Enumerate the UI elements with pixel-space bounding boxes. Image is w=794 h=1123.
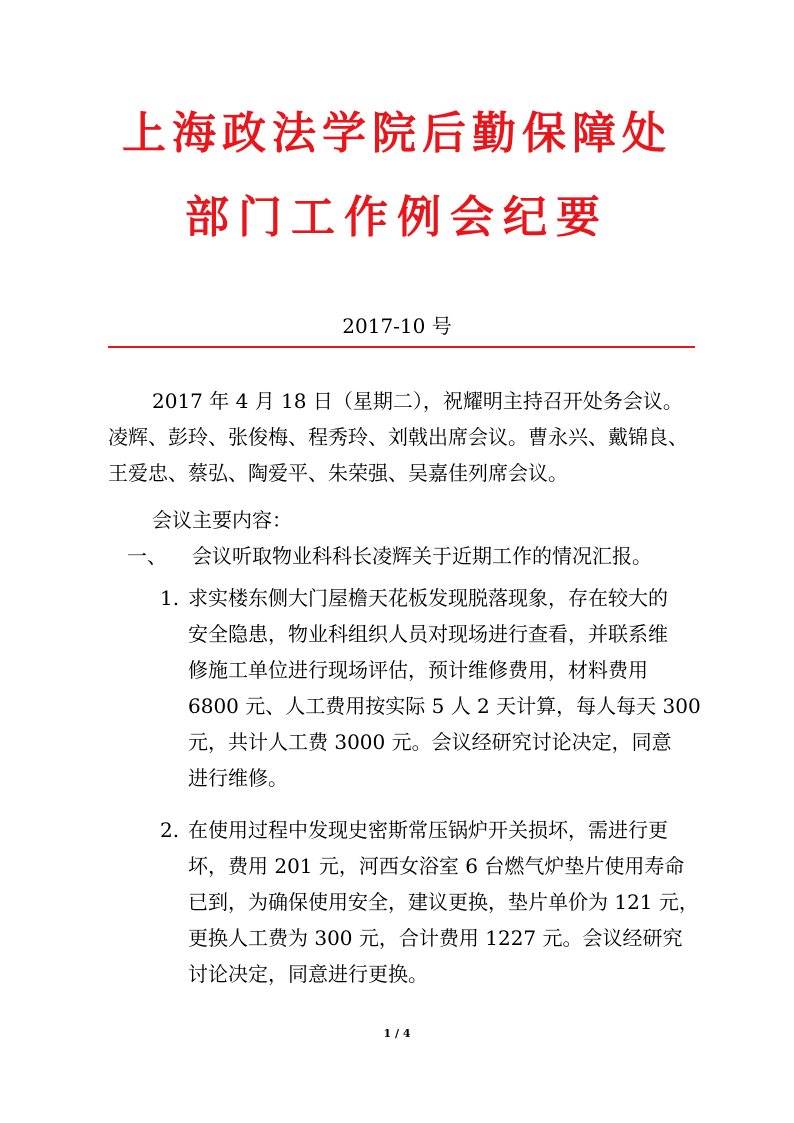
intro-line: 凌辉、彭玲、张俊梅、程秀玲、刘戟出席会议。曹永兴、戴锦良、 <box>108 425 688 449</box>
section-number: 一、 <box>127 544 167 568</box>
document-number: 2017-10 号 <box>342 314 452 338</box>
list-item-text <box>188 580 701 796</box>
section-heading <box>127 538 652 574</box>
list-item-line: 在使用过程中发现史密斯常压锅炉开关损坏，需进行更 <box>188 818 668 842</box>
document-title-line-2: 部门工作例会纪要 <box>185 192 609 243</box>
intro-line: 王爱忠、蔡弘、陶爱平、朱荣强、吴嘉佳列席会议。 <box>108 461 568 485</box>
list-item-line: 安全隐患，物业科组织人员对现场进行查看，并联系维 <box>188 622 668 646</box>
list-item-line: 更换人工费为 300 元，合计费用 1227 元。会议经研究 <box>188 926 683 950</box>
list-item-line: 讨论决定，同意进行更换。 <box>188 962 428 986</box>
list-item-line: 修施工单位进行现场评估，预计维修费用，材料费用 <box>188 658 648 682</box>
intro-paragraph <box>108 383 698 491</box>
list-item-text <box>188 812 698 992</box>
list-item-line: 6800 元、人工费用按实际 5 人 2 天计算，每人每天 300 <box>188 694 701 718</box>
contents-label: 会议主要内容： <box>152 508 292 532</box>
header-divider <box>108 346 695 348</box>
list-item-line: 元，共计人工费 3000 元。会议经研究讨论决定，同意 <box>188 730 672 754</box>
section-heading-text: 会议听取物业科科长凌辉关于近期工作的情况汇报。 <box>192 544 652 568</box>
intro-line: 2017 年 4 月 18 日（星期二），祝耀明主持召开处务会议。 <box>152 389 683 413</box>
list-item-number: 2. <box>160 818 180 842</box>
page-indicator: 1 / 4 <box>383 1027 411 1040</box>
list-item-line: 进行维修。 <box>188 766 288 790</box>
list-item-number: 1. <box>160 586 180 610</box>
list-item-line: 坏，费用 201 元，河西女浴室 6 台燃气炉垫片使用寿命 <box>188 854 685 878</box>
list-item-line: 已到，为确保使用安全，建议更换，垫片单价为 121 元， <box>188 890 699 914</box>
list-item-line: 求实楼东侧大门屋檐天花板发现脱落现象，存在较大的 <box>188 586 668 610</box>
document-title-line-1: 上海政法学院后勤保障处 <box>122 108 672 159</box>
